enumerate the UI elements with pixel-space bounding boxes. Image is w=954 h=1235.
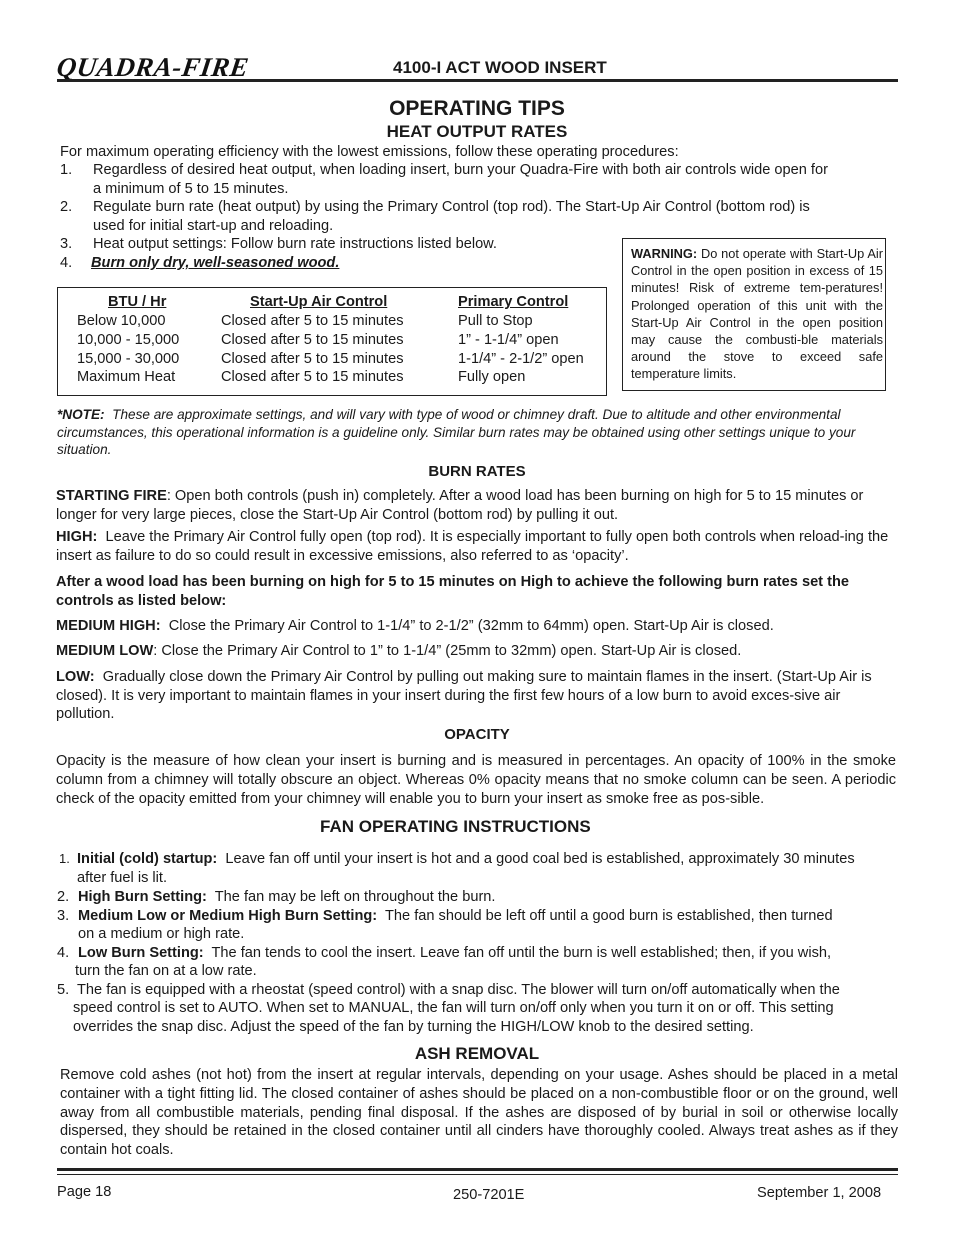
heat-output-heading: HEAT OUTPUT RATES (386, 122, 568, 141)
list-item-text (78, 944, 831, 963)
medium-high-label: MEDIUM HIGH: (56, 618, 161, 634)
table-cell: 1-1/4” - 2-1/2” open (458, 350, 584, 367)
list-item-number: 5. (57, 981, 70, 998)
warning-box (622, 238, 886, 391)
list-item-text: speed control is set to AUTO. When set to MANUAL, the fan will turn on/off only when you turn it on or off. This setting (73, 1000, 834, 1016)
document-title: 4100-I ACT WOOD INSERT (393, 58, 607, 77)
list-item-number: 3. (60, 236, 73, 252)
list-item-text: overrides the snap disc. Adjust the speed of the fan by turning the HIGH/LOW knob to the desired setting. (73, 1018, 754, 1035)
table-cell: Closed after 5 to 15 minutes (221, 350, 404, 367)
list-item-number: 4. (60, 255, 73, 271)
note-text: These are approximate settings, and will vary with type of wood or chimney draft. Due to altitude and other environmental circumstances, this operational information is a guideline only. Similar burn rates may be obtained using other settings unique to your situation. (57, 407, 856, 457)
footer-rule (57, 1168, 898, 1171)
table-cell: 1” - 1-1/4” open (458, 331, 559, 348)
starting-fire-label: STARTING FIRE (56, 488, 167, 504)
list-item (57, 981, 902, 1037)
fan-item-text: The fan may be left on throughout the burn. (214, 888, 496, 905)
low-label: LOW: (56, 669, 95, 685)
burn-rates-heading: BURN RATES (428, 463, 526, 480)
table-cell: 15,000 - 30,000 (77, 350, 180, 367)
table-cell: Fully open (458, 369, 526, 386)
list-item (57, 161, 902, 198)
fan-item-label: Low Burn Setting: (78, 944, 204, 961)
opacity-heading: OPACITY (444, 726, 510, 743)
high-paragraph (56, 528, 899, 565)
high-label: HIGH: (56, 529, 98, 545)
list-item (57, 198, 902, 235)
fan-item-text: Leave fan off until your insert is hot and a good coal bed is established, approximately 30 minutes (225, 851, 855, 867)
list-item-text (77, 850, 855, 869)
medium-low-label: MEDIUM LOW (56, 643, 154, 659)
list-item-text: Heat output settings: Follow burn rate instructions listed below. (93, 236, 497, 252)
table-cell: Maximum Heat (77, 369, 176, 386)
list-item-number: 2. (60, 199, 73, 215)
list-item (57, 907, 902, 944)
low-paragraph (56, 668, 898, 724)
document-number: 250-7201E (453, 1187, 525, 1203)
list-item-text (78, 888, 495, 907)
medium-high-paragraph (56, 617, 901, 636)
table-header: BTU / Hr (108, 294, 167, 310)
list-item-text (78, 907, 833, 926)
brand-logo: QUADRA-FIRE (54, 52, 251, 82)
medium-low-text: : Close the Primary Air Control to 1” to 1-1/4” (25mm to 32mm) open. Start-Up Air is closed. (153, 643, 742, 659)
ash-removal-heading: ASH REMOVAL (414, 1044, 540, 1063)
fan-item-text: The fan should be left off until a good burn is established, then turned (385, 907, 833, 924)
list-item-number: 3. (57, 907, 70, 924)
list-item-text: The fan is equipped with a rheostat (speed control) with a snap disc. The blower will turn on/off automatically when the (77, 981, 840, 998)
list-item-text: after fuel is lit. (77, 869, 168, 886)
fan-item-text: The fan tends to cool the insert. Leave fan off until the burn is well established; then, if you wish, (211, 944, 832, 961)
table-cell: Closed after 5 to 15 minutes (221, 369, 404, 386)
ash-removal-paragraph: Remove cold ashes (not hot) from the insert at regular intervals, depending on your usage. Ashes should be placed in a metal container with a tight fitting lid. The closed container of ashes should be placed on a non-combustible floor or on the ground, well away from all combustible materials, pending final disposal. If the ashes are disposed of by burial in soil or otherwise locally dispersed, they should be retained in the closed container until all cinders have thoroughly cooled. Always treat ashes as if they contain hot coals. (60, 1067, 898, 1159)
table-cell: 10,000 - 15,000 (77, 331, 180, 348)
burn-rate-table (57, 287, 607, 396)
list-item (57, 850, 902, 888)
list-item (57, 888, 902, 907)
list-item-text: Burn only dry, well-seasoned wood. (91, 255, 340, 271)
opacity-paragraph: Opacity is the measure of how clean your insert is burning and is measured in percentages. An opacity of 100% in the smoke column from a chimney will totally obscure an object. Whereas 0% opacity means that no smoke column can be seen. A periodic check of the opacity emitted from your chimney will enable you to burn your insert as smoke free as pos-sible. (56, 753, 896, 807)
list-item-number: 1. (59, 851, 70, 866)
list-item-number: 2. (57, 888, 70, 905)
note-label: *NOTE: (57, 407, 105, 422)
list-item-text: on a medium or high rate. (78, 926, 245, 942)
footer-rule-thin (57, 1174, 898, 1175)
fan-list (57, 850, 902, 1037)
list-item-text: used for initial start-up and reloading. (93, 217, 334, 234)
table-cell: Closed after 5 to 15 minutes (221, 313, 404, 329)
approximate-settings-note (57, 406, 902, 459)
list-item (57, 944, 902, 981)
table-cell: Below 10,000 (77, 313, 166, 329)
heat-output-intro: For maximum operating efficiency with the lowest emissions, follow these operating procedures: (60, 144, 679, 160)
list-item-number: 1. (60, 162, 73, 178)
warning-label: WARNING: (631, 246, 698, 261)
page-title: OPERATING TIPS (389, 97, 565, 120)
table-header: Start-Up Air Control (250, 294, 388, 310)
table-cell: Closed after 5 to 15 minutes (221, 331, 404, 348)
fan-item-label: Medium Low or Medium High Burn Setting: (78, 907, 378, 924)
table-cell: Pull to Stop (458, 313, 533, 329)
revision-date: September 1, 2008 (757, 1185, 882, 1201)
warning-text: Do not operate with Start-Up Air Control in the open position in excess of 15 minutes! Risk of extreme tem-peratures! Prolonged operation of this unit with the Start-Up Air Control in the open position may cause the combusti-ble materials around the stove to exceed safe temperature limits. (631, 246, 883, 382)
burn-rate-instruction: After a wood load has been burning on high for 5 to 15 minutes on High to achieve the following burn rates set the controls as listed below: (56, 574, 849, 609)
fan-heading: FAN OPERATING INSTRUCTIONS (320, 817, 591, 836)
starting-fire-paragraph (56, 487, 897, 524)
header-rule (57, 79, 898, 82)
table-header: Primary Control (458, 294, 569, 310)
list-item-number: 4. (57, 944, 70, 961)
low-text: Gradually close down the Primary Air Control by pulling out making sure to maintain flames in the insert. (Start-Up Air is closed). It is very important to maintain flames in your insert during the first few hours of a low burn to avoid exces-sive air pollution. (56, 669, 872, 722)
list-item-text: Regulate burn rate (heat output) by using the Primary Control (top rod). The Start-Up Air Control (bottom rod) is (93, 199, 810, 215)
high-text: Leave the Primary Air Control fully open (top rod). It is especially important to fully open both controls when reload-ing the insert as failure to do so could result in excessive emissions, also referred to as ‘opacity’. (56, 529, 889, 564)
starting-fire-text: : Open both controls (push in) completely. After a wood load has been burning on high for 5 to 15 minutes or longer for very large pieces, close the Start-Up Air Control (bottom rod) by pulling it out. (56, 488, 864, 523)
list-item-text: turn the fan on at a low rate. (75, 963, 257, 979)
list-item-text: Regardless of desired heat output, when loading insert, burn your Quadra-Fire with both air controls wide open for (93, 162, 828, 178)
medium-low-paragraph (56, 642, 901, 661)
fan-item-label: High Burn Setting: (78, 888, 207, 905)
list-item-text: a minimum of 5 to 15 minutes. (93, 180, 289, 197)
fan-item-label: Initial (cold) startup: (77, 851, 218, 867)
page-number: Page 18 (57, 1184, 112, 1200)
medium-high-text: Close the Primary Air Control to 1-1/4” to 2-1/2” (32mm to 64mm) open. Start-Up Air is closed. (168, 618, 774, 634)
